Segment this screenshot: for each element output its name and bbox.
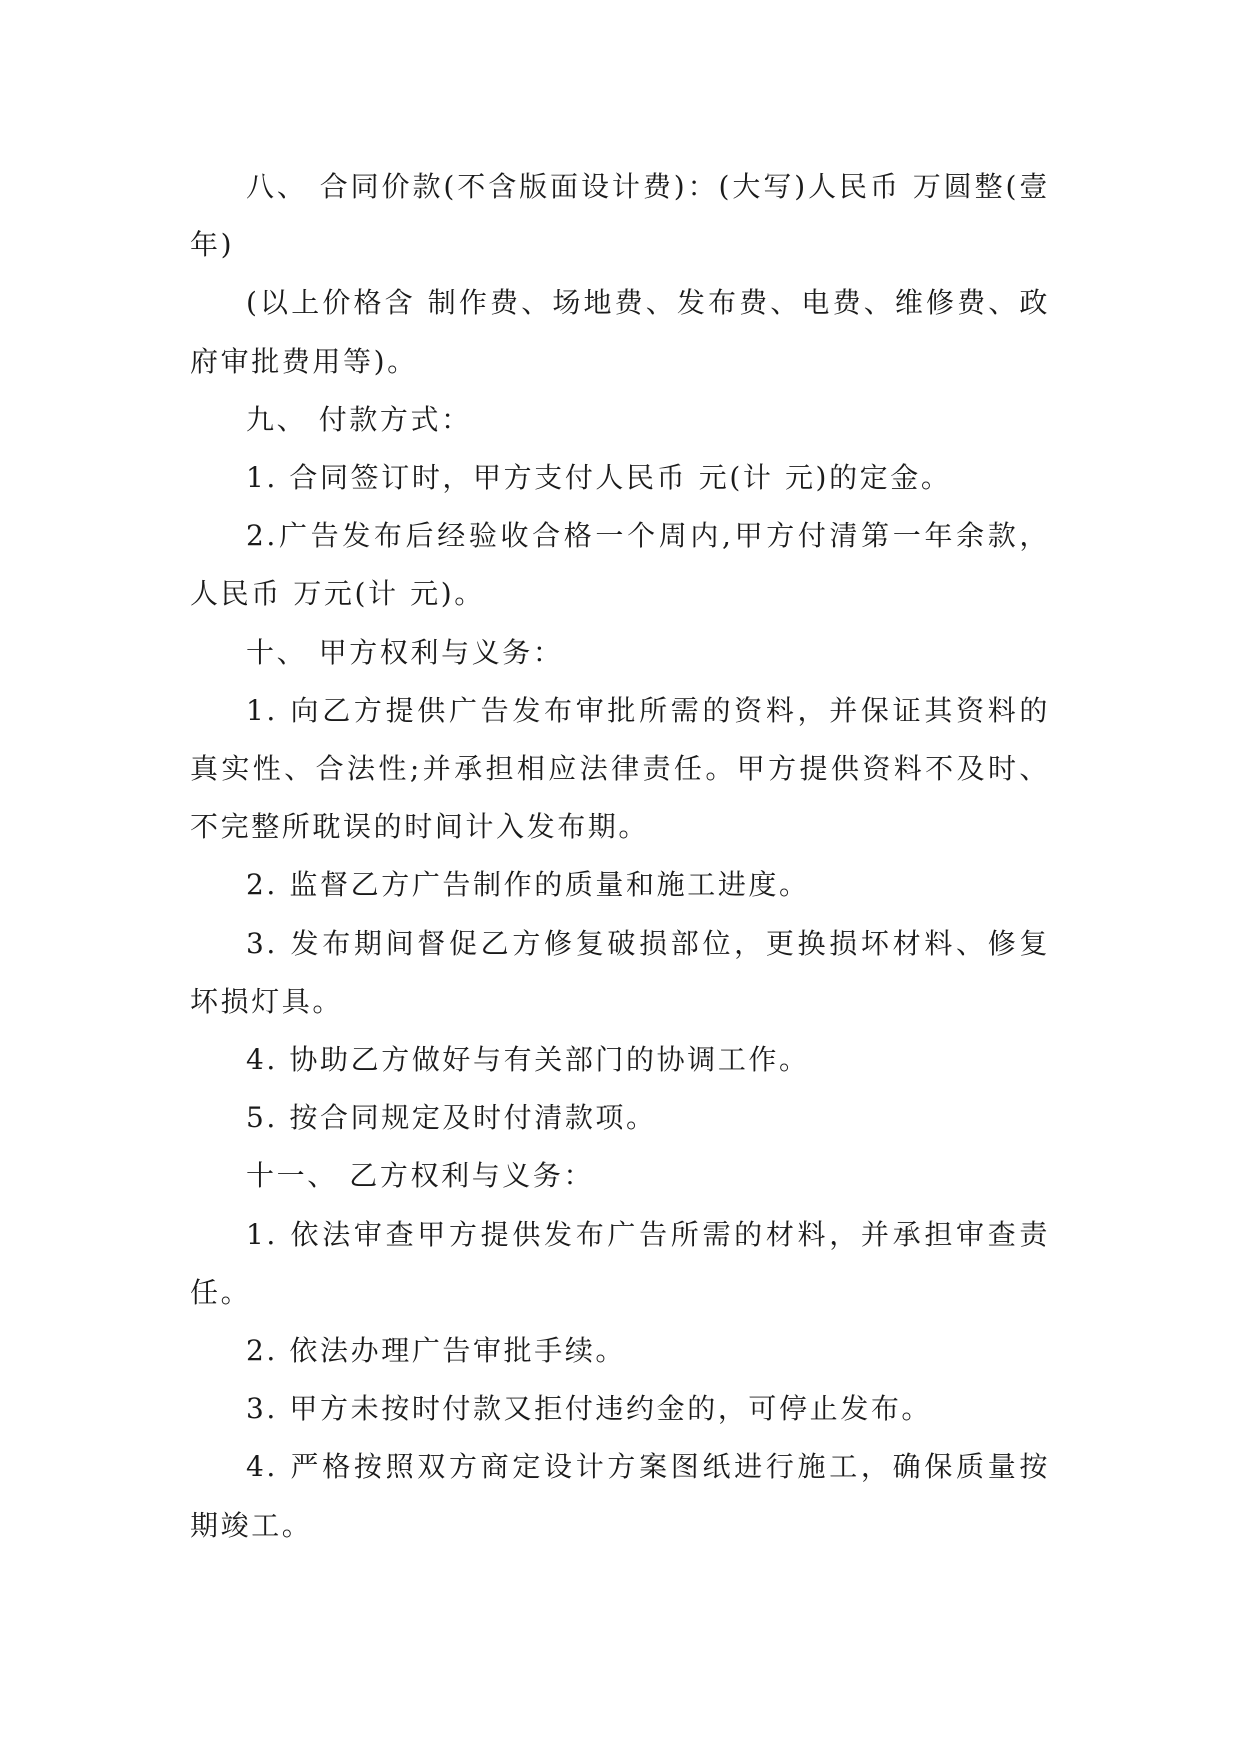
price-includes-note: (以上价格含 制作费、场地费、发布费、电费、维修费、政府审批费用等)。	[190, 286, 1050, 378]
clause-10-heading-party-a: 十、 甲方权利与义务：	[246, 635, 564, 669]
payment-item-2: 2.广告发布后经验收合格一个周内,甲方付清第一年余款，人民币 万元(计 元)。	[190, 519, 1050, 611]
party-b-item-4: 4. 严格按照双方商定设计方案图纸进行施工，确保质量按期竣工。	[190, 1450, 1050, 1542]
party-a-item-3: 3. 发布期间督促乙方修复破损部位，更换损坏材料、修复坏损灯具。	[190, 926, 1050, 1018]
payment-item-1: 1. 合同签订时，甲方支付人民币 元(计 元)的定金。	[246, 461, 952, 495]
party-b-item-3: 3. 甲方未按时付款又拒付违约金的，可停止发布。	[246, 1392, 933, 1426]
party-a-item-5: 5. 按合同规定及时付清款项。	[246, 1101, 657, 1135]
contract-body	[190, 158, 1050, 1555]
party-a-item-4: 4. 协助乙方做好与有关部门的协调工作。	[246, 1043, 810, 1077]
party-a-item-1: 1. 向乙方提供广告发布审批所需的资料，并保证其资料的真实性、合法性;并承担相应法律责任。甲方提供资料不及时、不完整所耽误的时间计入发布期。	[190, 693, 1050, 844]
party-b-item-1: 1. 依法审查甲方提供发布广告所需的材料，并承担审查责任。	[190, 1217, 1050, 1309]
clause-8-contract-price: 八、 合同价款(不含版面设计费)：(大写)人民币 万圆整(壹年)	[190, 170, 1050, 262]
clause-11-heading-party-b: 十一、 乙方权利与义务：	[246, 1159, 595, 1193]
party-b-item-2: 2. 依法办理广告审批手续。	[246, 1334, 627, 1368]
clause-9-heading-payment: 九、 付款方式：	[246, 402, 472, 436]
party-a-item-2: 2. 监督乙方广告制作的质量和施工进度。	[246, 868, 810, 902]
